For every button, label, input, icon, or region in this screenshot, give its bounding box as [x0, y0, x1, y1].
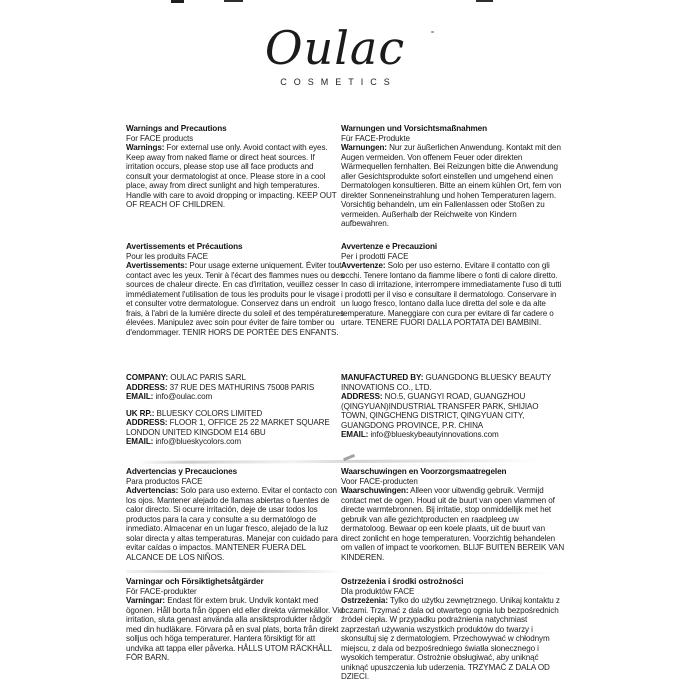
info-value: 37 RUE DES MATHURINS 75008 PARIS — [169, 382, 315, 392]
info-label: ADDRESS: — [126, 382, 168, 392]
section-heading: Waarschuwingen en Voorzorgsmaatregelen — [341, 467, 507, 476]
warnings-section-spanish — [126, 467, 344, 562]
warnings-section-english — [126, 124, 339, 210]
email-line — [126, 437, 350, 447]
info-label: UK RP.: — [126, 408, 155, 418]
address-line — [126, 418, 350, 437]
warnings-section-dutch — [341, 467, 565, 562]
manufacturer-line — [341, 373, 565, 392]
section-label: Avertissements: — [126, 261, 188, 270]
section-label: Warnungen: — [341, 143, 387, 152]
brand-logo — [205, 22, 465, 87]
company-info-block — [126, 373, 350, 454]
section-label: Waarschuwingen: — [341, 486, 409, 495]
section-subheading: För FACE-produkter — [126, 586, 197, 596]
scan-smudge-line — [138, 459, 538, 464]
brand-logo-script: Oulac — [264, 21, 406, 75]
section-heading: Warnings and Precautions — [126, 124, 227, 133]
section-text: Tylko do użytku zewnętrznego. Unikaj kontaktu z oczami. Trzymać z dala od otwartego ognia lub bezpośrednich źródeł ciepła. W przypadku podrażnienia natychmiast zaprzestań używania wszystkich produktów do twarzy i skonsultuj się z dermatologiem. Przechowywać w chłodnym miejscu, z dala od bezpośredniego światła słonecznego i wysokich temperatur. Ostrożnie obsługiwać, aby uniknąć uniknąć upuszczenia lub uderzenia. TRZYMAĆ Z DALA OD DZIECI. — [341, 596, 560, 681]
section-body — [341, 486, 565, 562]
warnings-section-italian — [341, 242, 565, 328]
section-body — [341, 143, 565, 229]
uk-rp-line — [126, 409, 350, 419]
section-text: Endast för extern bruk. Undvik kontakt med ögonen. Håll borta från öppen eld eller direkta värmekällor. Vid irritation, sluta genast använda alla ansiktsprodukter rådgör med din hudläkare. Förvara på en sval plats, borta från direkt solljus och höga temperaturer. Hantera försiktigt för att undvika att tappa eller påverka. HÅLLS UTOM RÄCKHÅLL FÖR BARN. — [126, 596, 344, 662]
info-label: ADDRESS: — [341, 392, 383, 401]
section-subheading: Pour les produits FACE — [126, 251, 208, 261]
section-heading: Ostrzeżenia i środki ostrożności — [341, 577, 464, 586]
info-value: FLOOR 1, OFFICE 25 22 MARKET SQUARE LONDON UNITED KINGDOM E14 6BU — [126, 418, 330, 437]
section-body — [341, 261, 565, 328]
section-body — [126, 486, 344, 562]
section-text: Nur zur äußerlichen Anwendung. Kontakt mit den Augen vermeiden. Von offenem Feuer oder direkten Wärmequellen fernhalten. Bei Reizungen bitte die Anwendung aller Gesichtsprodukte sofort einstellen und umgehend einen Dermatologen konsultieren. Bitte an einem kühlen Ort, fern von direkter Sonneneinstrahlung und hohen Temperaturen lagern. Vorsichtig behandeln, um ein Fallenlassen oder Stoßen zu vermeiden. Außerhalb der Reichweite von Kindern aufbewahren. — [341, 143, 562, 228]
section-text: Solo para uso externo. Evitar el contacto con los ojos. Mantener alejado de llamas abiertas o fuentes de calor directo. Si ocurre irritación, deje de usar todos los productos para la cara y consulte a su dermatólogo de inmediato. Almacenar en un lugar fresco, alejado de la luz solar directa y altas temperaturas. Manejar con cuidado para evitar caídas o impactos. MANTENER FUERA DEL ALCANCE DE LOS NIÑOS. — [126, 486, 338, 562]
email-line — [341, 430, 565, 440]
section-subheading: For FACE products — [126, 133, 194, 143]
manufacturer-info — [341, 373, 565, 440]
scan-artifact-top-mark — [171, 0, 184, 3]
manufacturer-info-block — [341, 373, 565, 447]
section-label: Varningar: — [126, 596, 166, 605]
scan-smudge-line — [352, 572, 557, 574]
info-value: info@blueskybeautyinnovations.com — [370, 430, 499, 439]
section-subheading: Per i prodotti FACE — [341, 251, 409, 261]
section-body — [341, 596, 565, 682]
section-heading: Advertencias y Precauciones — [126, 467, 238, 476]
warnings-section-swedish — [126, 577, 344, 663]
section-subheading: Für FACE-Produkte — [341, 133, 410, 143]
scan-artifact-top-mark — [224, 0, 243, 2]
info-value: GUANGDONG BLUESKY BEAUTY INNOVATIONS CO., LTD. — [341, 373, 551, 392]
scan-smudge-tick — [343, 454, 355, 461]
brand-logo-subtext: COSMETICS — [280, 77, 397, 87]
section-body — [126, 261, 344, 337]
section-text: Alleen voor uitwendig gebruik. Vermijd contact met de ogen. Houd uit de buurt van open vlammen of directe warmtebronnen. Bij irritatie, stop onmiddellijk met het gebruik van alle gezichtproducten en raadpleeg uw dermatoloog. Bewaar op een koele plaats, uit de buurt van direct zonlicht en hoge temperaturen. Voorzichtig behandelen om vallen of impact te voorkomen. BLIJF BUITEN BEREIK VAN KINDEREN. — [341, 486, 565, 562]
section-heading: Avertissements et Précautions — [126, 242, 243, 251]
info-label: EMAIL: — [126, 392, 154, 401]
warnings-section-french — [126, 242, 344, 337]
section-body — [126, 143, 339, 210]
section-body — [126, 596, 344, 663]
section-text: Solo per uso esterno. Evitare il contatto con gli occhi. Tenere lontano da fiamme libere o fonti di calore diretto. In caso di irritazione, interrompere immediatamente l'uso di tutti i prodotti per il viso e consultare il dermatologo. Conservare in un luogo fresco, lontano dalla luce diretta del sole e da alte temperature. Maneggiare con cura per evitare di far cadere o urtare. TENERE FUORI DALLA PORTATA DEI BAMBINI. — [341, 261, 562, 327]
warnings-section-german — [341, 124, 565, 229]
info-label: ADDRESS: — [126, 418, 168, 427]
scan-smudge-line — [126, 570, 342, 573]
info-value: info@blueskycolors.com — [155, 437, 242, 446]
section-heading: Avvertenze e Precauzioni — [341, 242, 438, 251]
uk-rp-info — [126, 409, 350, 447]
section-label: Advertencias: — [126, 486, 179, 495]
section-text: For external use only. Avoid contact with eyes. Keep away from naked flame or direct heat sources. If irritation occurs, please stop use all face products and consult your dermatologist at once. Please store in a cool place, away from direct sunlight and high temperatures. Handle with care to avoid dropping or impacting. KEEP OUT OF REACH OF CHILDREN. — [126, 143, 337, 209]
section-text: Pour usage externe uniquement. Éviter tout contact avec les yeux. Tenir à l'écart des flammes nues ou des sources de chaleur directe. En cas d'irritation, veuillez cesser immédiatement l'utilisation de tous les produits pour le visage et consulter votre dermatologue. Conservez dans un endroit frais, à l'abri de la lumière directe du soleil et des températures élevées. Manipulez avec soin pour éviter de faire tomber ou d'endommager. TENIR HORS DE PORTÉE DES ENFANTS. — [126, 261, 344, 337]
info-value: info@oulac.com — [155, 392, 213, 401]
warnings-section-polish — [341, 577, 565, 682]
section-label: Ostrzeżenia: — [341, 596, 388, 605]
section-subheading: Para productos FACE — [126, 476, 203, 486]
email-line — [126, 392, 350, 402]
info-label: EMAIL: — [341, 430, 369, 439]
info-value: NO.5, GUANGYI ROAD, GUANGZHOU (QINGYUAN)INDUSTRIAL TRANSFER PARK, SHIJIAO TOWN, QINGCHENG DISTRICT, QINGYUAN CITY, GUANGDONG PROVINCE, P.R. CHINA — [341, 392, 539, 430]
info-value: BLUESKY COLORS LIMITED — [156, 408, 263, 418]
section-subheading: Voor FACE-producten — [341, 476, 418, 486]
distributor-info — [126, 373, 350, 402]
section-heading: Varningar och Försiktighetsåtgärder — [126, 577, 264, 586]
address-line — [341, 392, 565, 430]
section-label: Warnings: — [126, 143, 165, 152]
section-subheading: Dla produktów FACE — [341, 586, 415, 596]
info-value: OULAC PARIS SARL — [170, 373, 246, 382]
section-label: Avvertenze: — [341, 261, 386, 270]
info-label: MANUFACTURED BY: — [341, 373, 424, 382]
address-line — [126, 383, 350, 393]
info-label: COMPANY: — [126, 373, 169, 382]
scan-artifact-top-mark — [476, 0, 493, 2]
company-line — [126, 373, 350, 383]
info-label: EMAIL: — [126, 437, 154, 446]
section-heading: Warnungen und Vorsichtsmaßnahmen — [341, 124, 488, 133]
